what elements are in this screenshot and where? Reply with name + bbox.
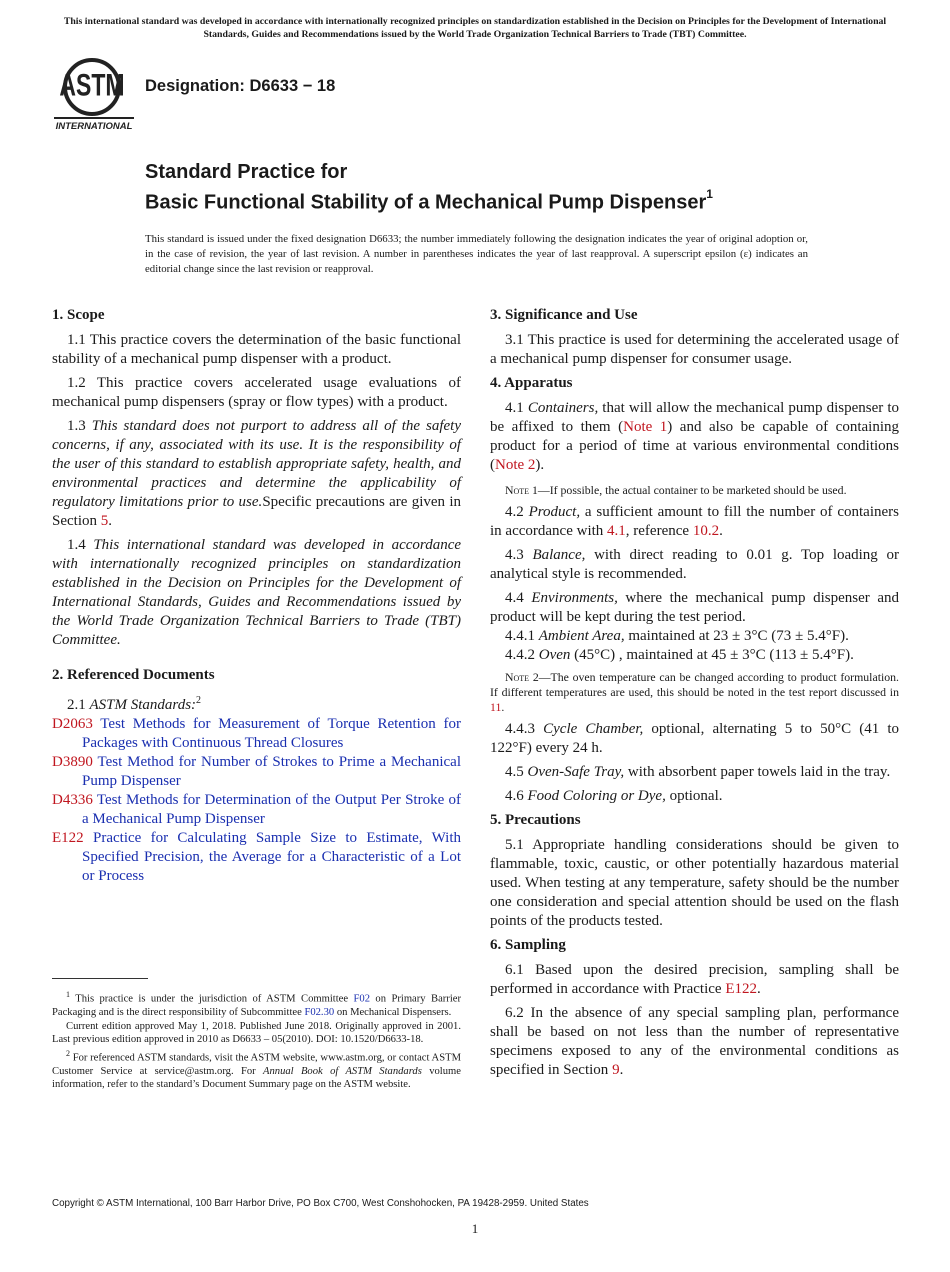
footnotes [52, 988, 461, 1092]
para-4-4: 4.4 Environments, where the mechanical pump dispenser and product will be kept during the test period. [490, 590, 899, 625]
title-line-2 [145, 185, 713, 216]
footnote-1-edition: Current edition approved May 1, 2018. Published June 2018. Originally approved in 2001. Last previous edition approved in 2010 as D6633 – 05(2010). DOI: 10.1520/D6633-18. [52, 1020, 461, 1046]
link-section-11[interactable]: 11 [490, 700, 502, 714]
link-10-2[interactable]: 10.2 [692, 523, 720, 539]
astm-logo [52, 55, 136, 133]
section-heading-scope: 1. Scope [52, 307, 105, 323]
para-6-2: 6.2 In the absence of any special sampling plan, performance shall be based on not less than the number of representative specimens exposed to any of the environmental conditions as specified in Section 9. [490, 1005, 899, 1078]
reference-item[interactable]: E122 Practice for Calculating Sample Size to Estimate, With Specified Precision, the Average for a Characteristic of a Lot or Process [52, 830, 461, 884]
section-heading-significance: 3. Significance and Use [490, 307, 638, 323]
footnote-1: $^1$ This practice is under the jurisdiction of ASTM Committee F02 on Primary Barrier Packaging and is the direct responsibility of Subcommittee F02.30 on Mechanical Dispensers. [52, 990, 461, 1019]
para-6-1: 6.1 Based upon the desired precision, sampling shall be performed in accordance with Practice E122. [490, 962, 899, 997]
para-4-6: 4.6 Food Coloring or Dye, optional. [505, 788, 723, 804]
section-heading-referenced-documents: 2. Referenced Documents [52, 667, 215, 683]
reference-item[interactable]: D4336 Test Methods for Determination of the Output Per Stroke of a Mechanical Pump Dispenser [52, 792, 462, 827]
astm-logo-mark [52, 55, 136, 133]
reference-item[interactable]: D2063 Test Methods for Measurement of Torque Retention for Packages with Continuous Thread Closures [52, 716, 461, 751]
copyright: Copyright © ASTM International, 100 Barr Harbor Drive, PO Box C700, West Conshohocken, PA 19428-2959. United States [52, 1198, 589, 1209]
note-2: Note 2—The oven temperature can be changed according to product formulation. If different temperatures are used, this should be noted in the test report discussed in 11. [490, 670, 899, 714]
link-note-1[interactable]: Note 1 [623, 419, 668, 435]
section-heading-apparatus: 4. Apparatus [490, 375, 573, 391]
page-number: 1 [471, 1221, 479, 1236]
tbt-notice: This international standard was developed in accordance with internationally recognized principles on standardization established in the Decision on Principles for the Development of International Standards, Guides and Recommendations issued by the World Trade Organization Technical Barriers to Trade (TBT) Committee. [63, 16, 887, 40]
reference-item[interactable]: D3890 Test Method for Number of Strokes to Prime a Mechanical Pump Dispenser [52, 754, 461, 789]
document-title [145, 160, 713, 216]
link-note-2[interactable]: Note 2 [495, 457, 536, 473]
para-5-1: 5.1 Appropriate handling considerations should be given to flammable, toxic, caustic, or other potentially hazardous material used. When testing at any temperature, safety should be the number one consideration and special attention should be used on the flash points of the products tested. [490, 837, 899, 929]
title-footnote-mark: 1 [706, 187, 713, 201]
footnote-divider [52, 978, 148, 979]
para-3-1: 3.1 This practice is used for determining the accelerated usage of a mechanical pump dispenser for consumer usage. [490, 332, 899, 367]
para-4-2: 4.2 Product, a sufficient amount to fill the number of containers in accordance with 4.1, reference 10.2. [490, 504, 899, 539]
footnote-2: $^2$ For referenced ASTM standards, visit the ASTM website, www.astm.org, or contact ASTM Customer Service at service@astm.org. For Annual Book of ASTM Standards volume information, refer to the standard’s Document Summary page on the ASTM website. [52, 1048, 461, 1091]
para-1-4: 1.4 This international standard was developed in accordance with internationally recognized principles on standardization established in the Decision on Principles for the Development of International Standards, Guides and Recommendations issued by the World Trade Organization Technical Barriers to Trade (TBT) Committee. [52, 537, 462, 648]
para-4-4-2: 4.4.2 Oven (45°C) , maintained at 45 ± 3°C (113 ± 5.4°F). [505, 647, 854, 663]
para-1-1: 1.1 This practice covers the determination of the basic functional stability of a mechanical pump dispenser with a product. [52, 332, 461, 367]
section-heading-precautions: 5. Precautions [490, 812, 581, 828]
designation: Designation: D6633 − 18 [145, 77, 336, 95]
link-section-9[interactable]: 9 [612, 1062, 620, 1078]
preamble: This standard is issued under the fixed designation D6633; the number immediately following the designation indicates the year of original adoption or, in the case of revision, the year of last revision. A number in parentheses indicates the year of last reapproval. A superscript epsilon (ε) indicates an editorial change since the last revision or reapproval. [145, 233, 808, 275]
link-f02[interactable]: F02 [353, 993, 371, 1005]
title-main: Basic Functional Stability of a Mechanical Pump Dispenser [145, 191, 707, 214]
para-1-2: 1.2 This practice covers accelerated usage evaluations of mechanical pump dispensers (spray or flow types) with a product. [52, 375, 461, 410]
section-heading-sampling: 6. Sampling [490, 937, 566, 953]
para-4-1: 4.1 Containers, that will allow the mechanical pump dispenser to be affixed to them (Note 1) and also be capable of containing product for a period of time at various environmental conditions (Note 2). [490, 400, 900, 473]
astm-logo-letters: ASTM [59, 67, 125, 103]
link-4-1[interactable]: 4.1 [607, 523, 626, 539]
left-column [52, 306, 461, 886]
logo-international-text: INTERNATIONAL [55, 121, 133, 132]
note-1: Note 1—If possible, the actual container to be marketed should be used. [505, 483, 847, 497]
link-e122[interactable]: E122 [725, 981, 757, 997]
para-4-4-3: 4.4.3 Cycle Chamber, optional, alternating 5 to 50°C (41 to 122°F) every 24 h. [490, 721, 899, 756]
para-4-3: 4.3 Balance, with direct reading to 0.01 g. Top loading or analytical style is recommended. [490, 547, 900, 582]
title-line-1: Standard Practice for [145, 161, 348, 183]
link-f02-30[interactable]: F02.30 [304, 1007, 335, 1019]
para-4-4-1: 4.4.1 Ambient Area, maintained at 23 ± 3°C (73 ± 5.4°F). [505, 628, 849, 644]
para-2-1: 2.1 ASTM Standards:$^2$ [67, 695, 202, 713]
para-1-3: 1.3 This standard does not purport to address all of the safety concerns, if any, associated with its use. It is the responsibility of the user of this standard to establish appropriate safety, health, and environmental practices and determine the applicability of regulatory limitations prior to use.Specific precautions are given in Section 5. [52, 418, 462, 529]
para-4-5: 4.5 Oven-Safe Tray, with absorbent paper towels laid in the tray. [505, 764, 891, 780]
link-section-5[interactable]: 5 [100, 513, 109, 529]
right-column [490, 306, 899, 1085]
